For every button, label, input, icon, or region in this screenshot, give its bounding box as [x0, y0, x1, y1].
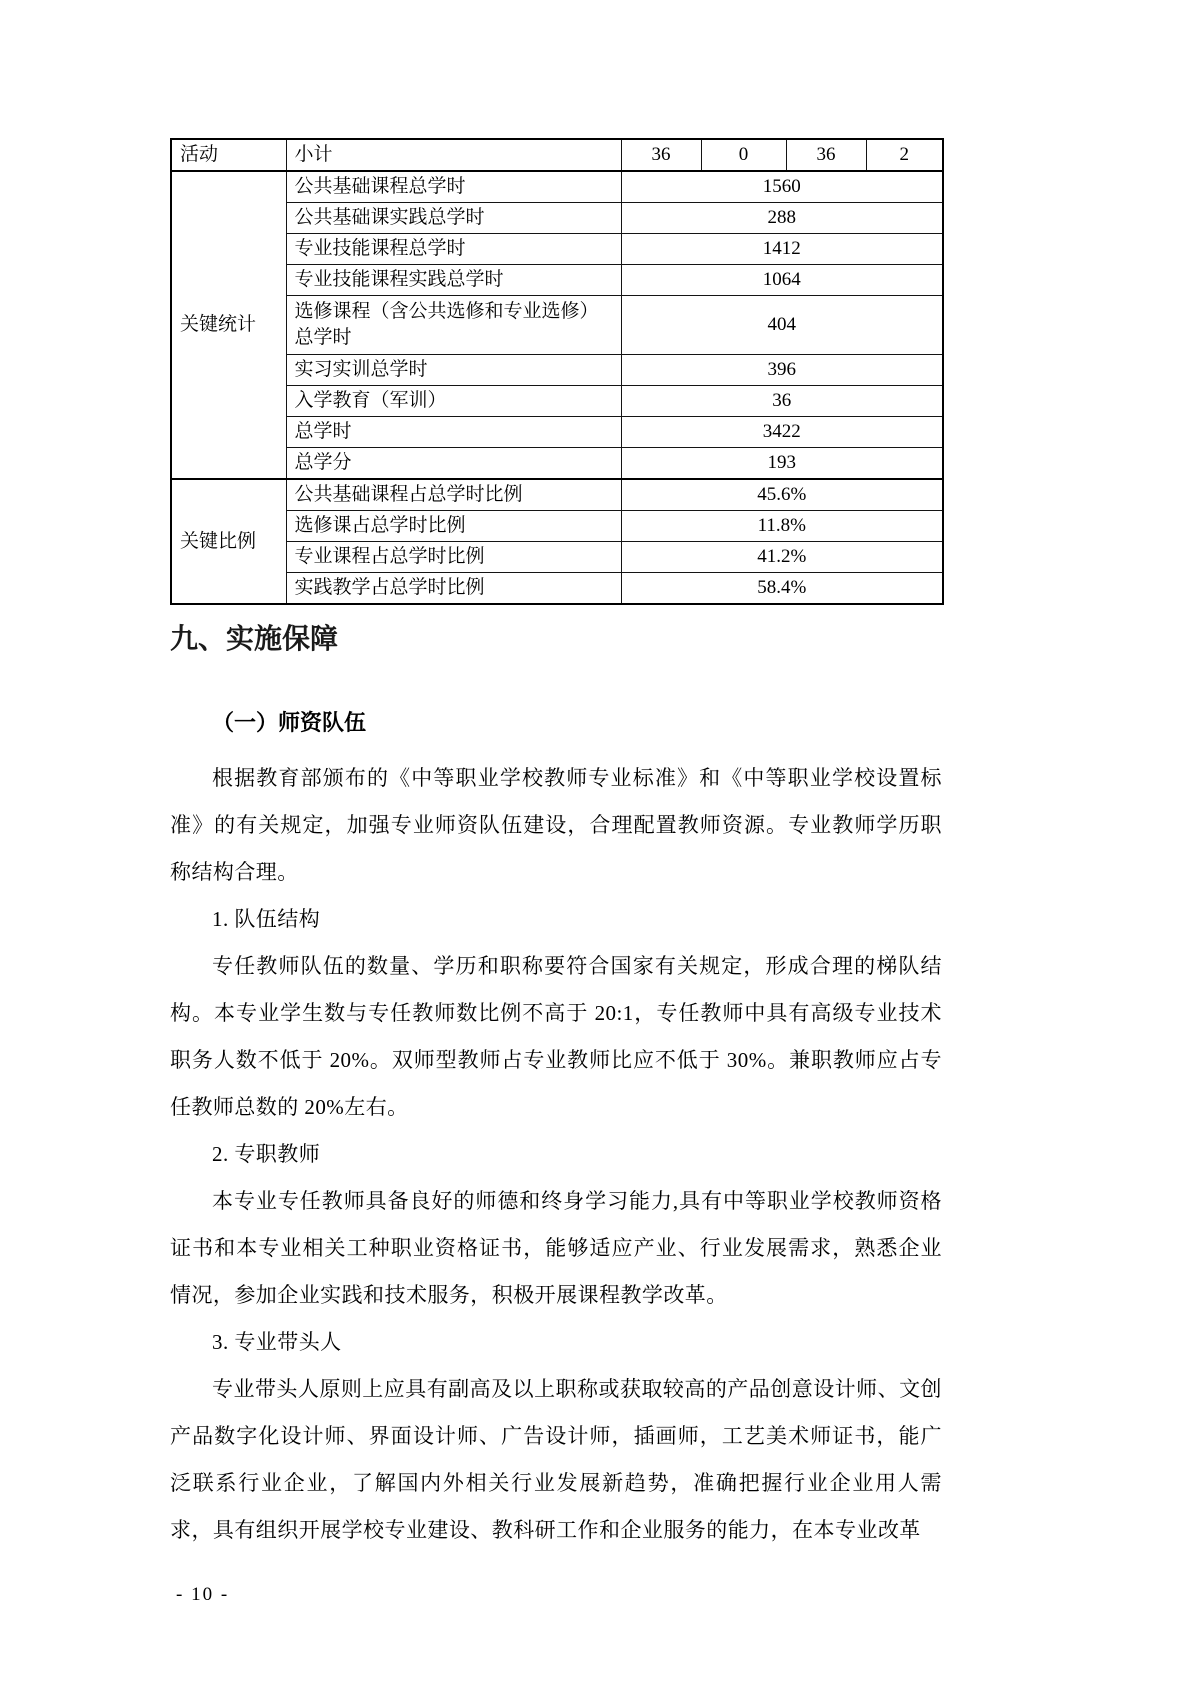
subtotal-value-cell: 2: [866, 139, 943, 171]
row-value-cell: 1412: [621, 234, 943, 265]
row-value-cell: 11.8%: [621, 511, 943, 542]
table-row: [171, 234, 943, 265]
row-label-cell: 专业技能课程实践总学时: [286, 265, 621, 296]
row-label-cell: 总学时: [286, 417, 621, 448]
section-heading: 九、实施保障: [170, 623, 339, 654]
subtotal-value-cell: 0: [701, 139, 786, 171]
row-value-cell: 193: [621, 448, 943, 480]
row-value-cell: 396: [621, 355, 943, 386]
stats-group-cell: 关键统计: [171, 171, 286, 479]
body-text: [170, 755, 942, 1554]
ratio-group-cell: 关键比例: [171, 479, 286, 604]
row-value-cell: 1560: [621, 171, 943, 203]
row-label-cell: 选修课占总学时比例: [286, 511, 621, 542]
subtotal-value-cell: 36: [786, 139, 866, 171]
row-value-cell: 1064: [621, 265, 943, 296]
page-content: [170, 138, 942, 1554]
row-value-cell: 404: [621, 296, 943, 355]
row-label-cell: 入学教育（军训）: [286, 386, 621, 417]
table-row: [171, 171, 943, 203]
table-row: [171, 386, 943, 417]
row-value-cell: 288: [621, 203, 943, 234]
paragraph: 专业带头人原则上应具有副高及以上职称或获取较高的产品创意设计师、文创产品数字化设计师、界面设计师、广告设计师，插画师，工艺美术师证书，能广泛联系行业企业，了解国内外相关行业发展新趋势，准确把握行业企业用人需求，具有组织开展学校专业建设、教科研工作和企业服务的能力，在本专业改革: [170, 1377, 942, 1542]
row-value-cell: 58.4%: [621, 573, 943, 605]
row-value-cell: 3422: [621, 417, 943, 448]
row-label-cell: 专业课程占总学时比例: [286, 542, 621, 573]
table-row: [171, 296, 943, 355]
row-label-cell: 总学分: [286, 448, 621, 480]
paragraph: 根据教育部颁布的《中等职业学校教师专业标准》和《中等职业学校设置标准》的有关规定，加强专业师资队伍建设，合理配置教师资源。专业教师学历职称结构合理。: [170, 766, 942, 884]
table-row-activity: [171, 139, 943, 171]
row-value-cell: 45.6%: [621, 479, 943, 511]
numbered-item-heading: 2. 专职教师: [212, 1142, 321, 1166]
table-row: [171, 448, 943, 480]
table-row: [171, 511, 943, 542]
row-label-cell: 专业技能课程总学时: [286, 234, 621, 265]
page-number: - 10 -: [176, 1584, 230, 1605]
row-label-cell: 选修课程（含公共选修和专业选修）总学时: [286, 296, 621, 355]
row-label-cell: 实习实训总学时: [286, 355, 621, 386]
table-row: [171, 355, 943, 386]
row-value-cell: 41.2%: [621, 542, 943, 573]
paragraph: 本专业专任教师具备良好的师德和终身学习能力,具有中等职业学校教师资格证书和本专业相关工种职业资格证书，能够适应产业、行业发展需求，熟悉企业情况，参加企业实践和技术服务，积极开展课程教学改革。: [170, 1189, 942, 1307]
subtotal-label-cell: 小计: [286, 139, 621, 171]
row-label-cell: 公共基础课程总学时: [286, 171, 621, 203]
curriculum-stats-table: [170, 138, 944, 605]
table-row: [171, 203, 943, 234]
subsection-heading: （一）师资队伍: [212, 710, 367, 735]
subtotal-value-cell: 36: [621, 139, 701, 171]
table-row: [171, 542, 943, 573]
numbered-item-heading: 1. 队伍结构: [212, 907, 321, 931]
table-row: [171, 479, 943, 511]
row-label-cell: 公共基础课实践总学时: [286, 203, 621, 234]
numbered-item-heading: 3. 专业带头人: [212, 1330, 342, 1354]
activity-group-cell: 活动: [171, 139, 286, 171]
row-value-cell: 36: [621, 386, 943, 417]
row-label-cell: 公共基础课程占总学时比例: [286, 479, 621, 511]
table-row: [171, 265, 943, 296]
table-row: [171, 573, 943, 605]
table-row: [171, 417, 943, 448]
paragraph: 专任教师队伍的数量、学历和职称要符合国家有关规定，形成合理的梯队结构。本专业学生数与专任教师数比例不高于 20:1，专任教师中具有高级专业技术职务人数不低于 20%。双师型教师占专业教师比应不低于 30%。兼职教师应占专任教师总数的 20%左右。: [170, 954, 942, 1119]
row-label-cell: 实践教学占总学时比例: [286, 573, 621, 605]
